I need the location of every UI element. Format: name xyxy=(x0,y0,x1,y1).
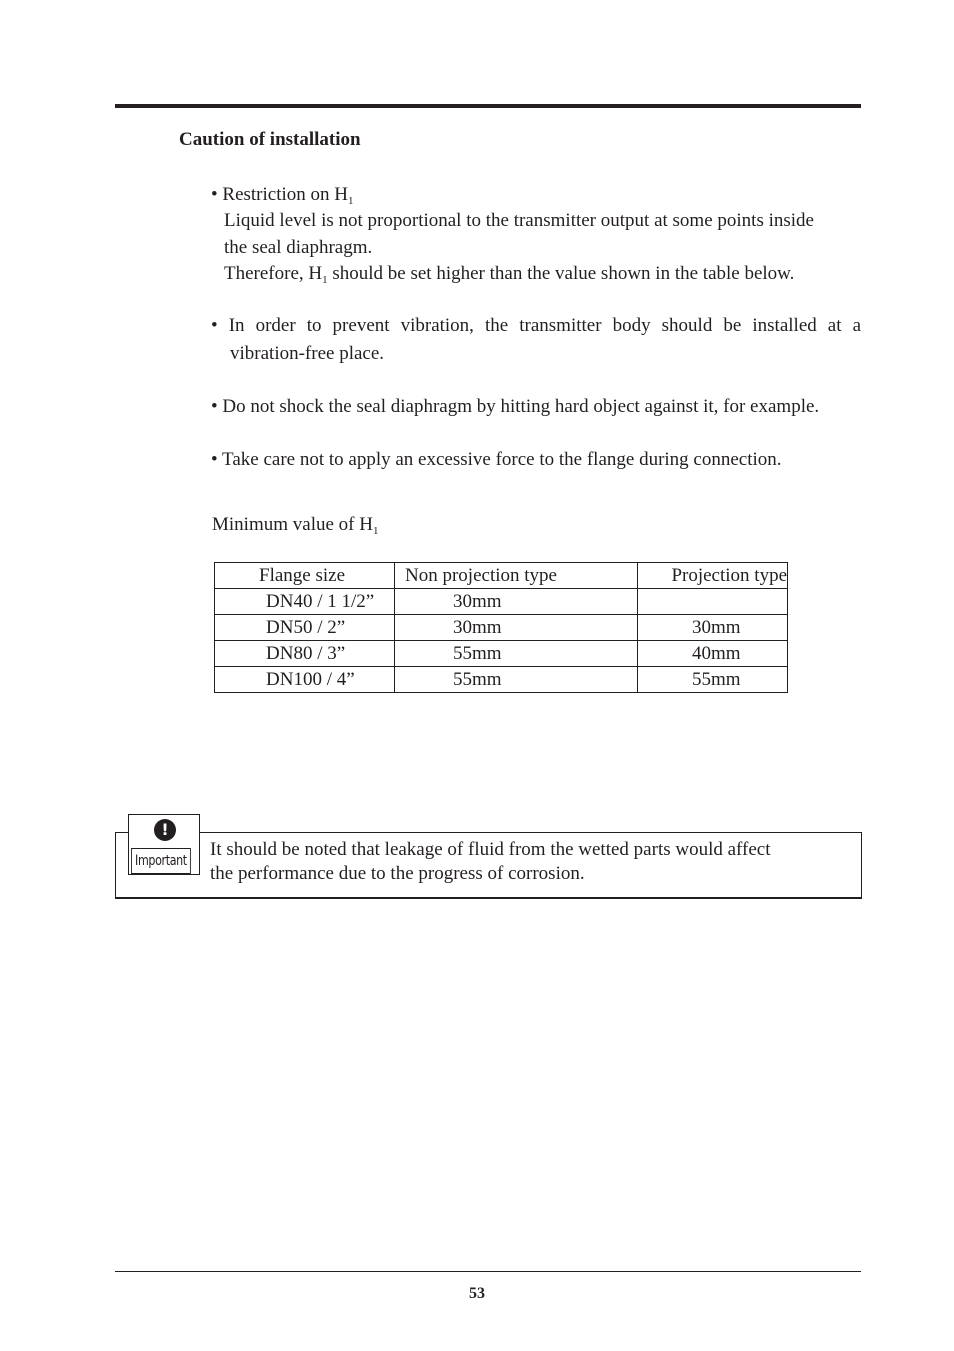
cell-non-projection: 30mm xyxy=(395,589,638,615)
header-flange-size: Flange size xyxy=(215,563,395,589)
restriction-bullet-label: • Restriction on H xyxy=(211,184,348,205)
cell-flange-size: DN40 / 1 1/2” xyxy=(215,589,395,615)
table-caption-sub: 1 xyxy=(372,525,379,537)
restriction-line-2: the seal diaphragm. xyxy=(224,237,373,258)
shock-note: • Do not shock the seal diaphragm by hitting hard object against it, for example. xyxy=(211,396,820,417)
restriction-line-1: Liquid level is not proportional to the transmitter output at some points inside xyxy=(224,210,814,231)
cell-non-projection: 30mm xyxy=(395,615,638,641)
important-line-1: It should be noted that leakage of fluid from the wetted parts would affect xyxy=(210,839,771,860)
bottom-rule xyxy=(115,1271,861,1272)
page-number: 53 xyxy=(469,1285,485,1302)
table-row xyxy=(215,667,788,693)
important-text xyxy=(210,838,771,886)
table-header-row xyxy=(215,563,788,589)
table-row xyxy=(215,615,788,641)
minimum-h1-table xyxy=(214,562,788,693)
cell-projection: 40mm xyxy=(638,641,788,667)
vibration-line-1: • In order to prevent vibration, the transmitter body should be installed at a xyxy=(211,315,861,336)
header-projection: Projection type xyxy=(638,563,788,589)
vibration-line-2: vibration-free place. xyxy=(230,343,385,364)
restriction-bullet xyxy=(211,182,354,208)
table-caption xyxy=(212,512,378,538)
cell-flange-size: DN80 / 3” xyxy=(215,641,395,667)
cell-flange-size: DN100 / 4” xyxy=(215,667,395,693)
cell-projection: 30mm xyxy=(638,615,788,641)
restriction-line-3-pre: Therefore, H xyxy=(224,263,323,284)
restriction-line-3 xyxy=(224,261,794,287)
top-rule xyxy=(115,104,861,108)
cell-flange-size: DN50 / 2” xyxy=(215,615,395,641)
cell-non-projection: 55mm xyxy=(395,667,638,693)
important-icon-label: Important xyxy=(131,848,191,874)
table-row xyxy=(215,589,788,615)
restriction-line-3-sub: 1 xyxy=(322,274,328,286)
table-row xyxy=(215,641,788,667)
exclamation-icon: ! xyxy=(154,819,176,841)
important-line-2: the performance due to the progress of corrosion. xyxy=(210,863,585,884)
restriction-bullet-sub: 1 xyxy=(348,195,354,207)
restriction-line-3-post: should be set higher than the value shown in the table below. xyxy=(327,263,795,284)
important-icon xyxy=(128,814,200,875)
header-non-projection: Non projection type xyxy=(395,563,638,589)
section-title: Caution of installation xyxy=(179,129,361,150)
cell-non-projection: 55mm xyxy=(395,641,638,667)
cell-projection xyxy=(638,589,788,615)
force-note: • Take care not to apply an excessive force to the flange during connection. xyxy=(211,449,782,470)
cell-projection: 55mm xyxy=(638,667,788,693)
table-caption-text: Minimum value of H xyxy=(212,514,373,535)
